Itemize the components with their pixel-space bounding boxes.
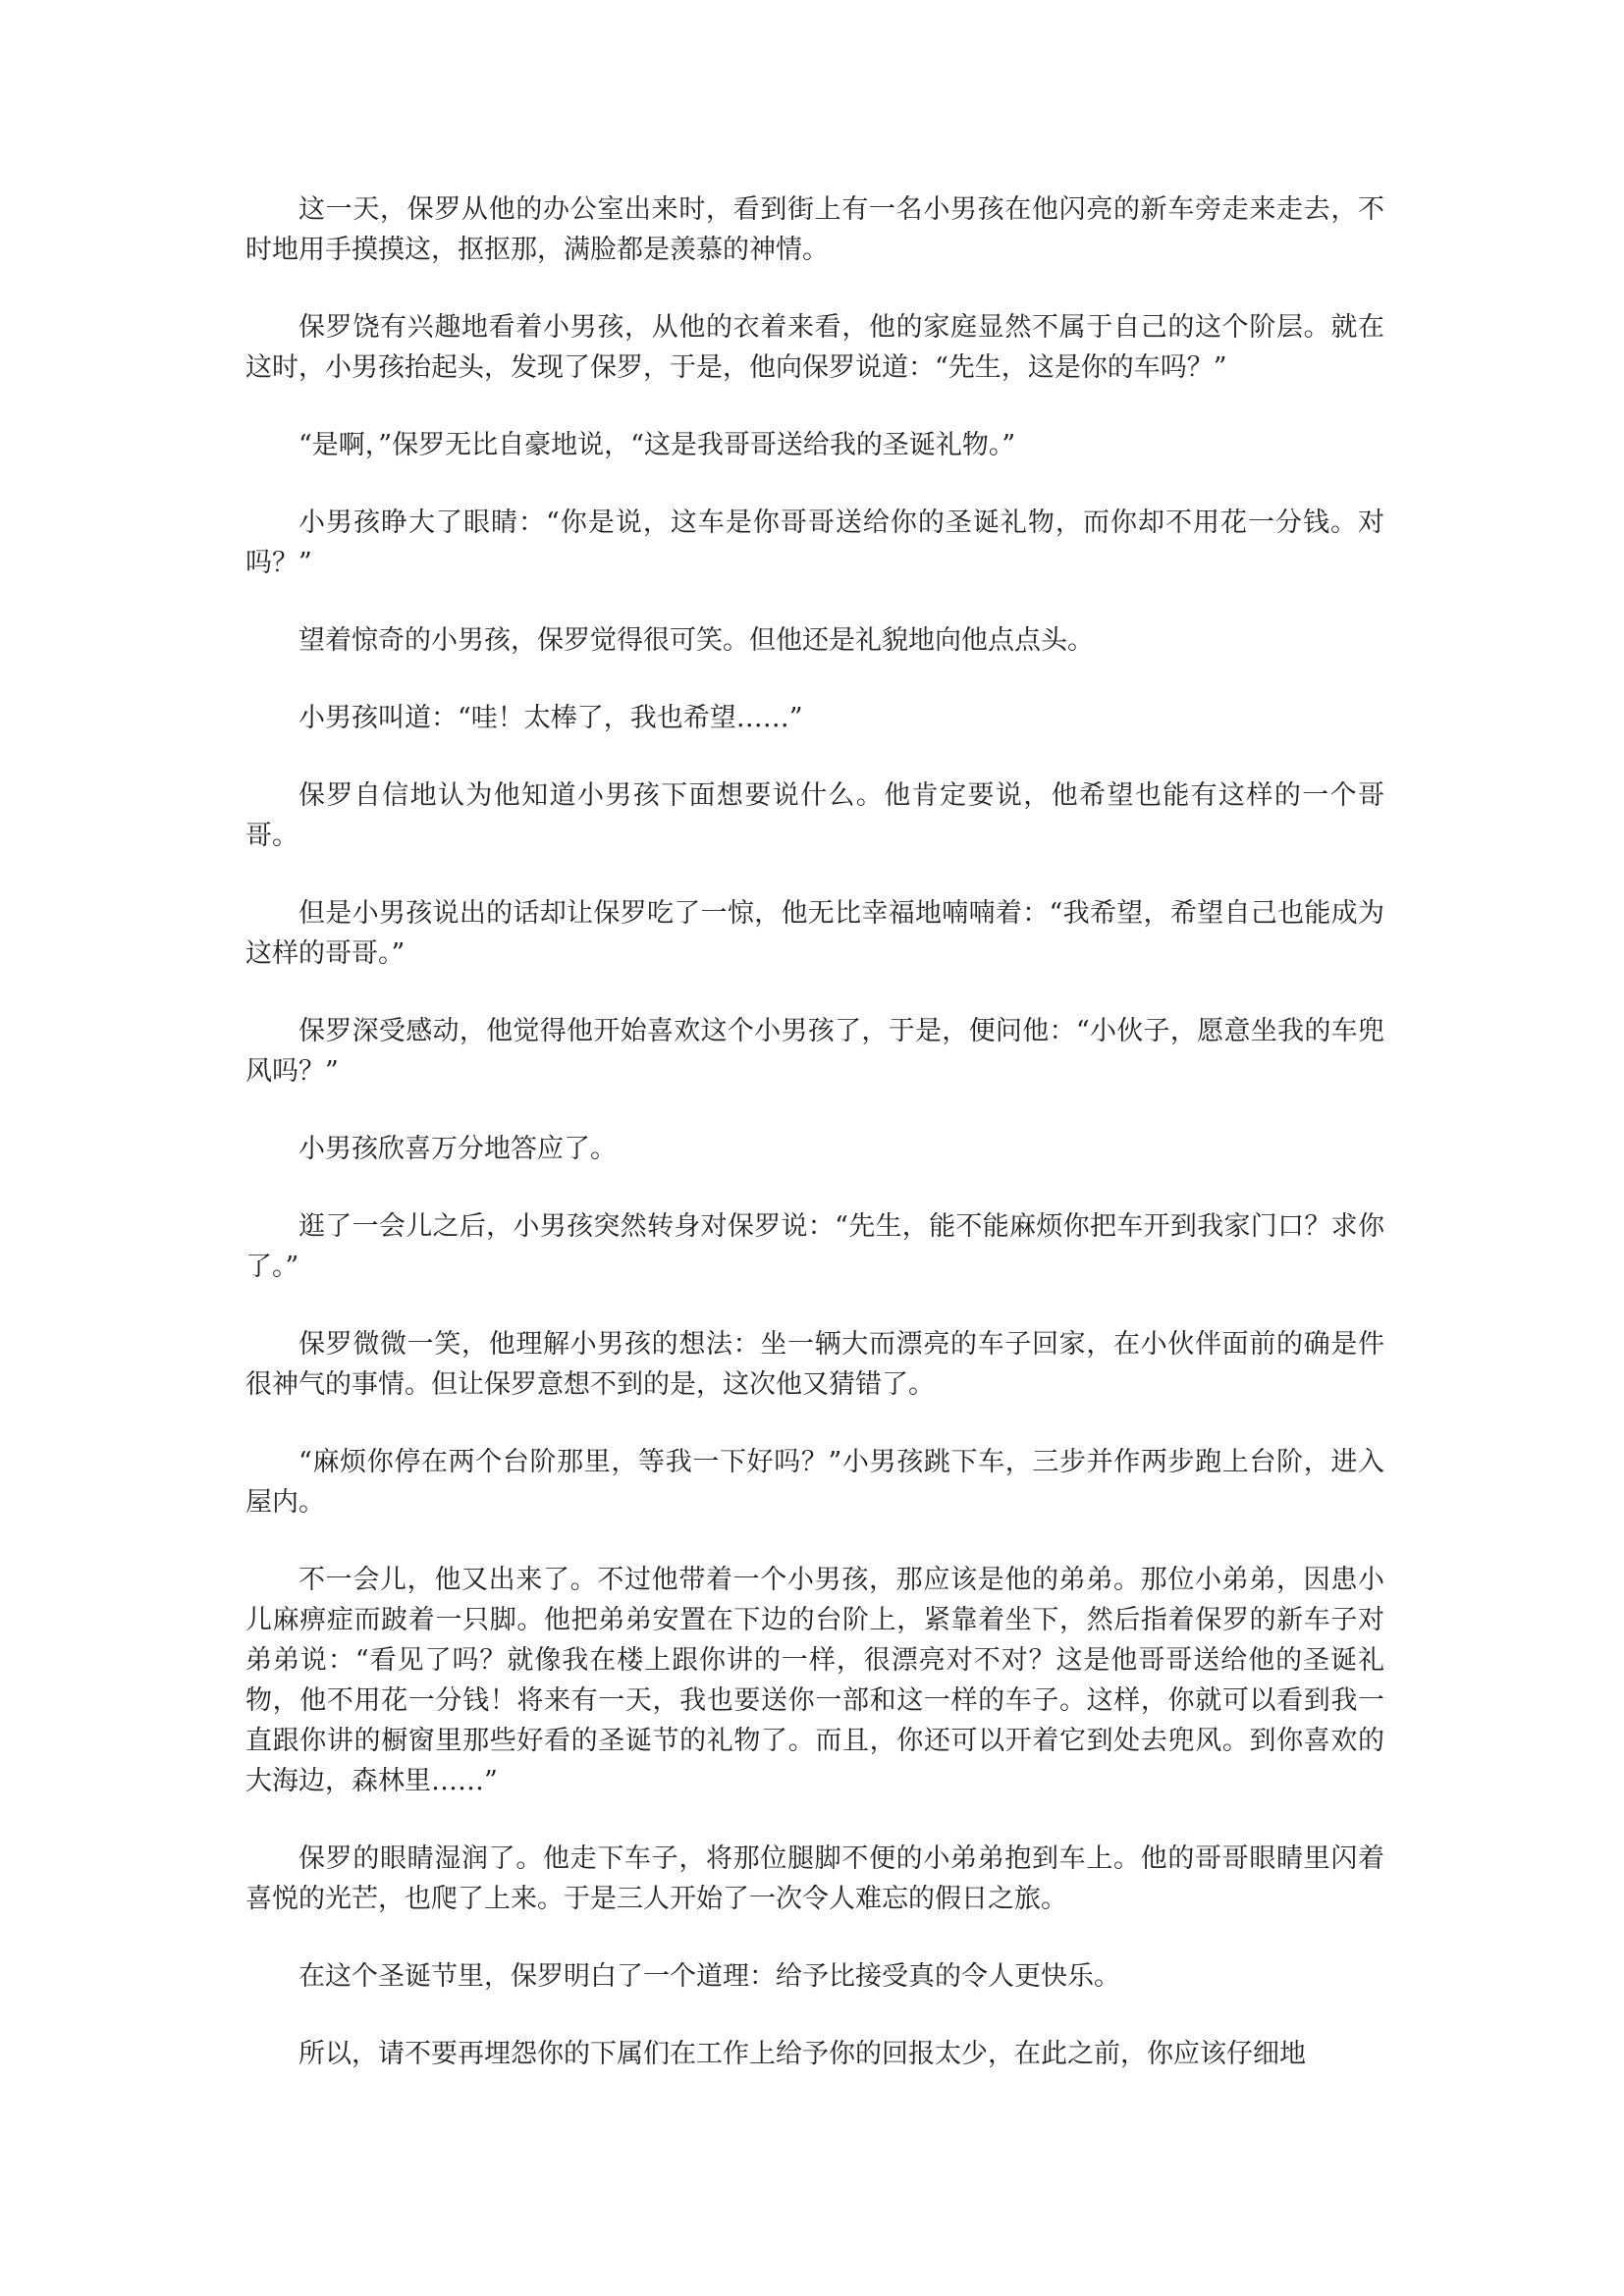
paragraph-11: 逛了一会儿之后，小男孩突然转身对保罗说：“先生，能不能麻烦你把车开到我家门口？求你了。”	[245, 1211, 1384, 1282]
paragraph-6: 小男孩叫道：“哇！太棒了，我也希望……”	[298, 703, 803, 733]
paragraph-10: 小男孩欣喜万分地答应了。	[298, 1134, 617, 1164]
paragraph-4: 小男孩睁大了眼睛：“你是说，这车是你哥哥送给你的圣诞礼物，而你却不用花一分钱。对吗？”	[245, 507, 1384, 578]
paragraph-12: 保罗微微一笑，他理解小男孩的想法：坐一辆大而漂亮的车子回家，在小伙伴面前的确是件很神气的事情。但让保罗意想不到的是，这次他又猜错了。	[245, 1329, 1384, 1400]
paragraph-16: 在这个圣诞节里，保罗明白了一个道理：给予比接受真的令人更快乐。	[298, 1961, 1120, 1992]
document-page	[245, 189, 1384, 2111]
paragraph-15: 保罗的眼睛湿润了。他走下车子，将那位腿脚不便的小弟弟抱到车上。他的哥哥眼睛里闪着喜悦的光芒，也爬了上来。于是三人开始了一次令人难忘的假日之旅。	[245, 1843, 1384, 1914]
paragraph-2: 保罗饶有兴趣地看着小男孩，从他的衣着来看，他的家庭显然不属于自己的这个阶层。就在这时，小男孩抬起头，发现了保罗，于是，他向保罗说道：“先生，这是你的车吗？”	[245, 312, 1384, 383]
paragraph-5: 望着惊奇的小男孩，保罗觉得很可笑。但他还是礼貌地向他点点头。	[298, 625, 1094, 656]
paragraph-1: 这一天，保罗从他的办公室出来时，看到街上有一名小男孩在他闪亮的新车旁走来走去，不时地用手摸摸这，抠抠那，满脸都是羡慕的神情。	[245, 194, 1384, 265]
paragraph-9: 保罗深受感动，他觉得他开始喜欢这个小男孩了，于是，便问他：“小伙子，愿意坐我的车兜风吗？”	[245, 1016, 1384, 1087]
paragraph-14: 不一会儿，他又出来了。不过他带着一个小男孩，那应该是他的弟弟。那位小弟弟，因患小儿麻痹症而跛着一只脚。他把弟弟安置在下边的台阶上，紧靠着坐下，然后指着保罗的新车子对弟弟说：“看见了吗？就像我在楼上跟你讲的一样，很漂亮对不对？这是他哥哥送给他的圣诞礼物，他不用花一分钱！将来有一天，我也要送你一部和这一样的车子。这样，你就可以看到我一直跟你讲的橱窗里那些好看的圣诞节的礼物了。而且，你还可以开着它到处去兜风。到你喜欢的大海边，森林里……”	[245, 1565, 1384, 1796]
paragraph-8: 但是小男孩说出的话却让保罗吃了一惊，他无比幸福地喃喃着：“我希望，希望自己也能成为这样的哥哥。”	[245, 898, 1384, 969]
paragraph-3: “是啊，”保罗无比自豪地说，“这是我哥哥送给我的圣诞礼物。”	[298, 430, 1016, 460]
paragraph-13: “麻烦你停在两个台阶那里，等我一下好吗？”小男孩跳下车，三步并作两步跑上台阶，进入屋内。	[245, 1447, 1384, 1518]
paragraph-17: 所以，请不要再埋怨你的下属们在工作上给予你的回报太少，在此之前，你应该仔细地	[298, 2039, 1306, 2069]
paragraph-7: 保罗自信地认为他知道小男孩下面想要说什么。他肯定要说，他希望也能有这样的一个哥哥。	[245, 780, 1384, 851]
